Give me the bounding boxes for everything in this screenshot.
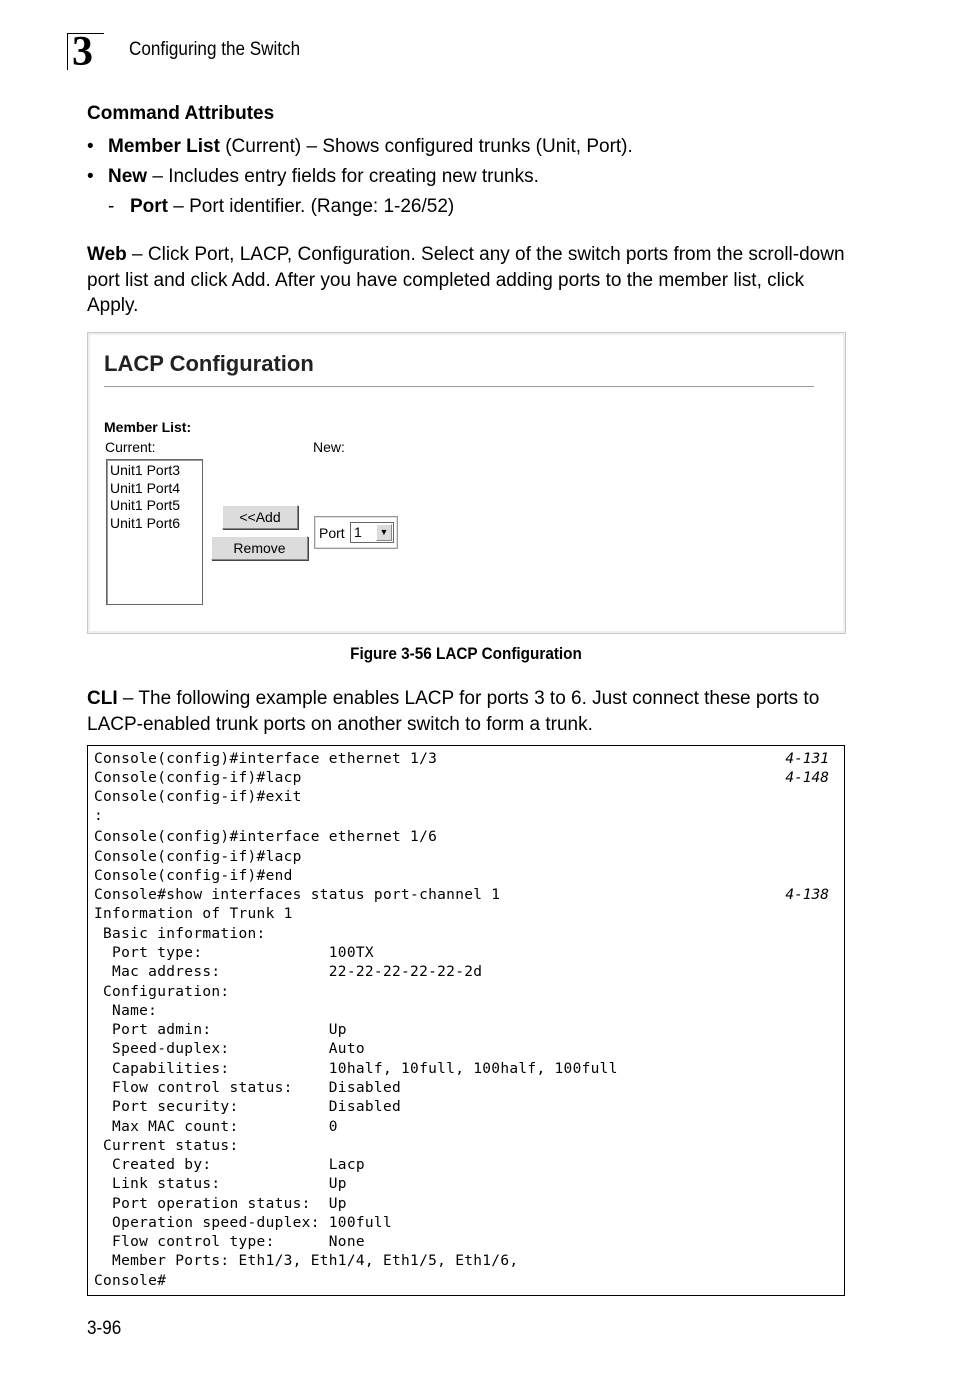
web-paragraph	[87, 242, 857, 319]
current-label: Current:	[105, 439, 156, 455]
sub-bullet-term: Port	[130, 196, 168, 217]
title-divider	[104, 386, 814, 387]
list-item[interactable]: Unit1 Port3	[110, 462, 181, 478]
console-line: :	[94, 808, 104, 824]
figure-caption: Figure 3-56 LACP Configuration	[350, 644, 582, 663]
console-line: Speed-duplex: Auto	[94, 1041, 365, 1057]
console-line: Information of Trunk 1	[94, 906, 293, 922]
console-example	[87, 745, 845, 1296]
port-select[interactable]	[350, 522, 394, 543]
chevron-down-icon[interactable]: ▼	[376, 524, 392, 541]
console-line: Mac address: 22-22-22-22-22-2d	[94, 964, 483, 980]
bullet-term: New	[108, 166, 148, 187]
bullet-member-list: • Member List (Current) – Shows configured trunks (Unit, Port).	[87, 136, 633, 157]
bullet-term: Member List	[108, 136, 220, 157]
member-list-label: Member List:	[104, 419, 192, 435]
console-line: Port type: 100TX	[94, 945, 374, 961]
console-line: Link status: Up	[94, 1176, 347, 1192]
console-line: Port security: Disabled	[94, 1099, 402, 1115]
bullet-text: – Includes entry fields for creating new trunks.	[147, 166, 539, 187]
console-line: Port admin: Up	[94, 1022, 347, 1038]
sub-bullet-text: – Port identifier. (Range: 1-26/52)	[168, 196, 455, 217]
console-line: Port operation status: Up	[94, 1196, 347, 1212]
console-line: Current status:	[94, 1138, 239, 1154]
console-line: Member Ports: Eth1/3, Eth1/4, Eth1/5, Eth1/6,	[94, 1253, 519, 1269]
cli-term: CLI	[87, 688, 118, 709]
console-line: Created by: Lacp	[94, 1157, 365, 1173]
add-button[interactable]: <<Add	[222, 505, 298, 529]
lacp-figure	[87, 332, 846, 634]
section-heading: Command Attributes	[87, 103, 275, 124]
cli-paragraph	[87, 686, 857, 737]
new-label: New:	[313, 439, 345, 455]
port-label: Port	[319, 525, 345, 541]
console-line: Console(config-if)#end	[94, 868, 293, 884]
list-item[interactable]: Unit1 Port5	[110, 497, 181, 514]
page-reference: 4-138	[785, 887, 829, 903]
console-line: Operation speed-duplex: 100full	[94, 1215, 392, 1231]
list-item[interactable]: Unit1 Port4	[110, 479, 181, 496]
member-listbox[interactable]	[106, 459, 203, 605]
cli-text: – The following example enables LACP for ports 3 to 6. Just connect these ports to LACP-enabled trunk ports on another switch to form a trunk.	[87, 688, 820, 735]
sub-bullet-port: - Port – Port identifier. (Range: 1-26/52)	[108, 196, 455, 217]
console-line: Flow control type: None	[94, 1234, 365, 1250]
console-line: Console#	[94, 1273, 167, 1289]
running-title: Configuring the Switch	[129, 39, 301, 60]
console-line: Flow control status: Disabled	[94, 1080, 402, 1096]
port-select-value: 1	[354, 524, 362, 540]
console-line: Console(config-if)#lacp	[94, 849, 302, 865]
page-number: 3-96	[87, 1318, 122, 1339]
console-line: Name:	[94, 1003, 158, 1019]
web-text: – Click Port, LACP, Configuration. Select any of the switch ports from the scroll-down port list and click Add. After you have completed adding ports to the member list, click Apply.	[87, 244, 845, 316]
console-line: Max MAC count: 0	[94, 1119, 338, 1135]
console-line: Basic information:	[94, 926, 266, 942]
remove-button[interactable]: Remove	[211, 536, 308, 560]
console-line: Console(config-if)#lacp	[94, 770, 302, 786]
console-line: Configuration:	[94, 984, 230, 1000]
list-item[interactable]: Unit1 Port6	[110, 514, 181, 531]
lacp-title: LACP Configuration	[104, 351, 314, 376]
bullet-new: • New – Includes entry fields for creating new trunks.	[87, 166, 539, 187]
page-reference: 4-148	[785, 770, 829, 786]
port-field-group	[314, 516, 398, 549]
console-line: Console#show interfaces status port-channel 1	[94, 887, 501, 903]
console-line: Console(config)#interface ethernet 1/6	[94, 829, 438, 845]
web-term: Web	[87, 244, 127, 265]
bullet-text: (Current) – Shows configured trunks (Unit, Port).	[219, 136, 633, 157]
page-reference: 4-131	[785, 751, 829, 767]
chapter-number: 3	[72, 29, 93, 75]
console-line: Console(config-if)#exit	[94, 789, 302, 805]
console-line: Capabilities: 10half, 10full, 100half, 100full	[94, 1061, 618, 1077]
console-line: Console(config)#interface ethernet 1/3	[94, 751, 438, 767]
